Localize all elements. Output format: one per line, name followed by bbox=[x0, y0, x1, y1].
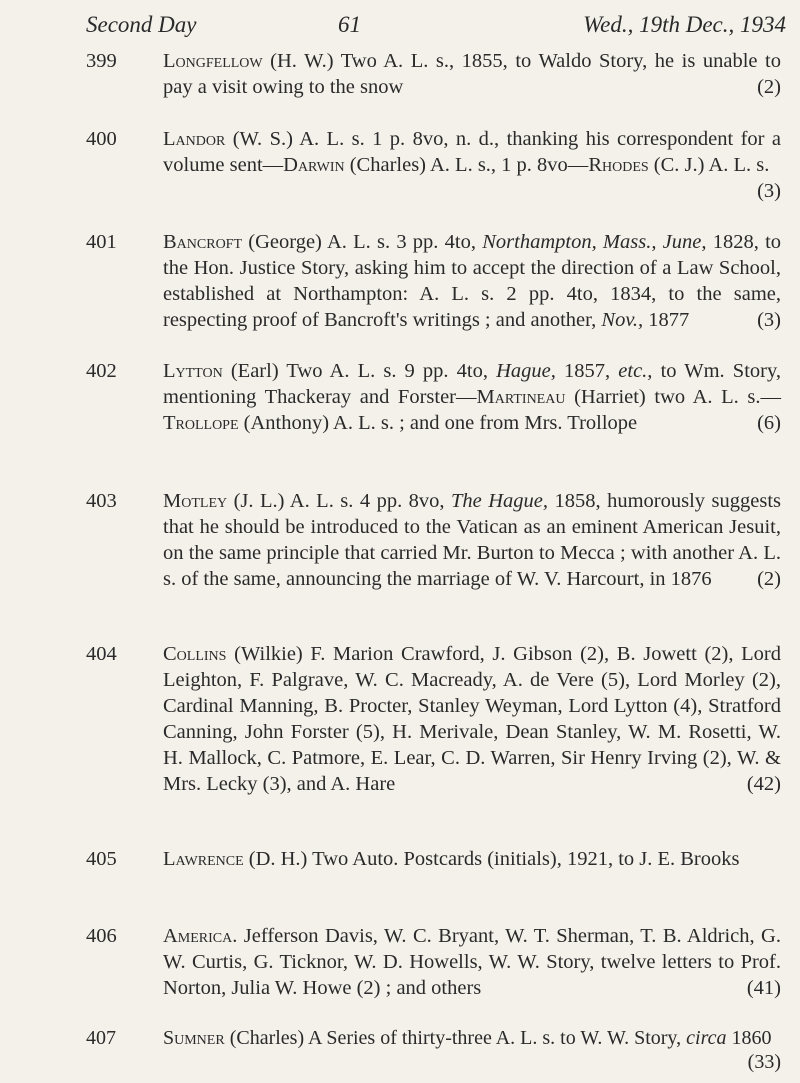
lot-quantity: (3) bbox=[757, 309, 781, 331]
header-day: Second Day bbox=[86, 12, 197, 37]
lot-number: 402 bbox=[86, 360, 117, 382]
lot-quantity: (6) bbox=[757, 412, 781, 434]
lot-number: 405 bbox=[86, 848, 117, 870]
lot-description: Bancroft (George) A. L. s. 3 pp. 4to, Northampton, Mass., June, 1828, to the Hon. Justice Story, asking him to accept the direction of a Law School, established at Northampton: A. L. s. 2 pp. 4to, 1834, to the same, respecting proof of Bancroft's writings ; and another, Nov., 1877 (3) bbox=[163, 231, 782, 331]
lot-quantity: (41) bbox=[746, 977, 781, 999]
lot-number: 404 bbox=[86, 643, 117, 665]
author-name: Lawrence bbox=[163, 848, 244, 870]
lot-number: 401 bbox=[86, 231, 117, 253]
author-name: Lytton bbox=[163, 360, 223, 382]
author-name: Sumner bbox=[163, 1027, 225, 1049]
lot-number: 407 bbox=[86, 1027, 116, 1049]
lot-description: Sumner (Charles) A Series of thirty-three A. L. s. to W. W. Story, circa 1860 (33) bbox=[163, 1027, 781, 1073]
lot-number: 403 bbox=[86, 490, 117, 512]
lot-description: Collins (Wilkie) F. Marion Crawford, J. Gibson (2), B. Jowett (2), Lord Leighton, F. Palgrave, W. C. Macready, A. de Vere (5), Lord Morley (2), Cardinal Manning, B. Procter, Stanley Weyman, Lord Lytton (4), Stratford Canning, John Forster (5), H. Merivale, Dean Stanley, W. M. Rosetti, W. H. Mallock, C. Patmore, E. Lear, C. D. Warren, Sir Henry Irving (2), W. & Mrs. Lecky (3), and A. Hare (42) bbox=[163, 643, 782, 795]
page-number: 61 bbox=[338, 12, 361, 37]
author-name: Motley bbox=[163, 490, 228, 512]
author-name: Darwin bbox=[283, 154, 345, 176]
author-name: Trollope bbox=[163, 412, 239, 434]
lot-quantity: (3) bbox=[757, 180, 781, 202]
author-name: Landor bbox=[163, 128, 226, 150]
author-name: Bancroft bbox=[163, 231, 243, 253]
lot-number: 399 bbox=[86, 50, 117, 72]
author-name: Rhodes bbox=[588, 154, 649, 176]
lot-description: Motley (J. L.) A. L. s. 4 pp. 8vo, The Hague, 1858, humorously suggests that he should be introduced to the Vatican as an eminent American Jesuit, on the same principle that carried Mr. Burton to Mecca ; with another A. L. s. of the same, announcing the marriage of W. V. Harcourt, in 1876 (2) bbox=[163, 490, 781, 590]
lot-quantity: (2) bbox=[757, 568, 781, 590]
lot-description: Landor (W. S.) A. L. s. 1 p. 8vo, n. d., thanking his correspondent for a volume sent—Darwin (Charles) A. L. s., 1 p. 8vo—Rhodes (C. J.) A. L. s. (3) bbox=[163, 128, 782, 202]
author-name: Collins bbox=[163, 643, 227, 665]
lot-description: Longfellow (H. W.) Two A. L. s., 1855, to Waldo Story, he is unable to pay a visit owing to the snow (2) bbox=[163, 50, 781, 98]
header-date: Wed., 19th Dec., 1934 bbox=[583, 12, 786, 37]
lot-number: 400 bbox=[86, 128, 117, 150]
lot-description: Lawrence (D. H.) Two Auto. Postcards (initials), 1921, to J. E. Brooks bbox=[163, 848, 740, 870]
author-name: Longfellow bbox=[163, 50, 263, 72]
lot-quantity: (2) bbox=[757, 76, 781, 98]
author-name: Martineau bbox=[476, 386, 566, 408]
lot-description: Lytton (Earl) Two A. L. s. 9 pp. 4to, Hague, 1857, etc., to Wm. Story, mentioning Thackeray and Forster—Martineau (Harriet) two A. L. s.—Trollope (Anthony) A. L. s. ; and one from Mrs. Trollope (6) bbox=[163, 360, 782, 434]
lot-number: 406 bbox=[86, 925, 117, 947]
lot-description: America. Jefferson Davis, W. C. Bryant, W. T. Sherman, T. B. Aldrich, G. W. Curtis, G. Ticknor, W. D. Howells, W. W. Story, twelve letters to Prof. Norton, Julia W. Howe (2) ; and others (41) bbox=[163, 925, 781, 999]
lot-quantity: (33) bbox=[747, 1051, 781, 1073]
author-name: America. bbox=[163, 925, 238, 947]
lot-quantity: (42) bbox=[746, 773, 781, 795]
